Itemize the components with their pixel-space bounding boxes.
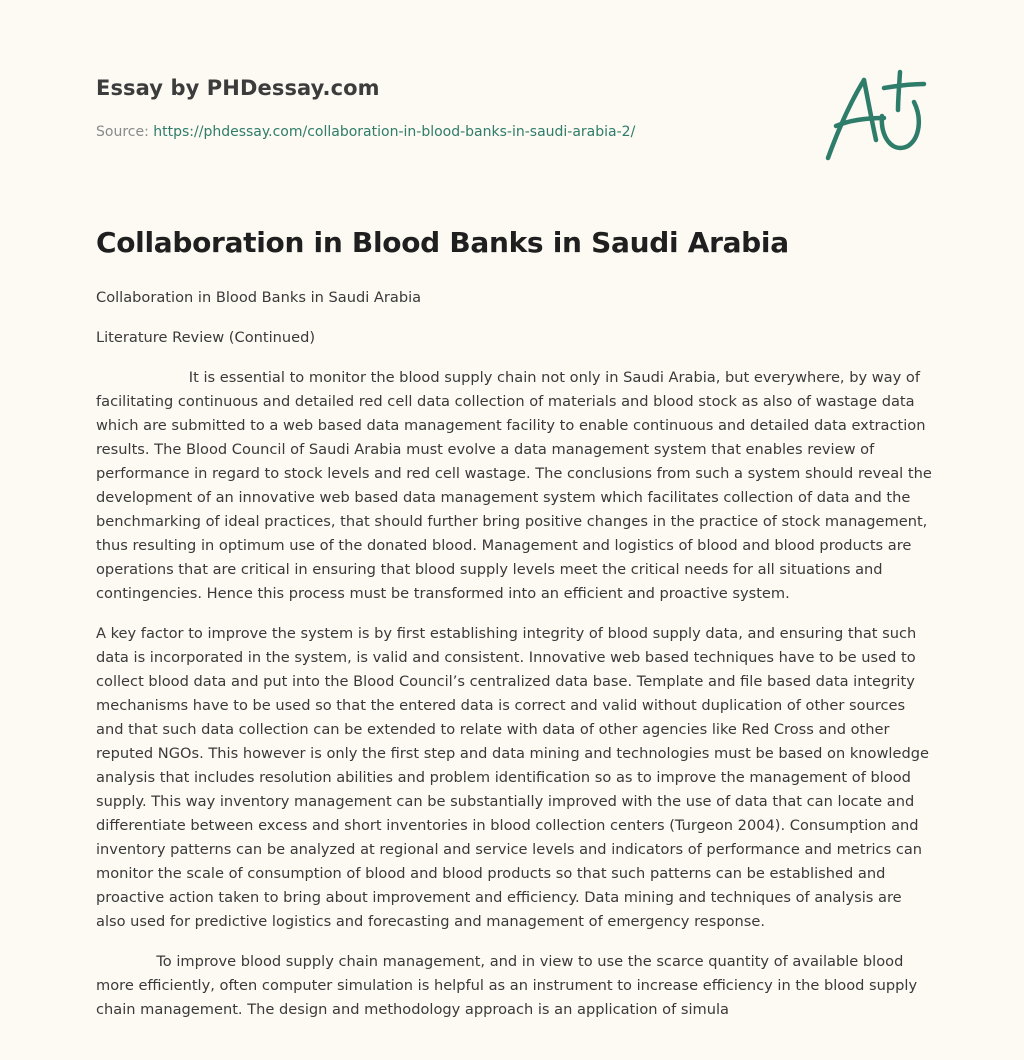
paragraph: To improve blood supply chain management, and in view to use the scarce quantity of available blood more efficiently, often computer simulation is helpful as an instrument to increase efficiency in the blood supply chain management. The design and methodology approach is an application of simula	[96, 953, 922, 1018]
paragraph: A key factor to improve the system is by first establishing integrity of blood supply data, and ensuring that such data is incorporated in the system, is valid and consistent. Innovative web based techniques have to be used to collect blood data and put into the Blood Council’s centralized data base. Template and file based data integrity mechanisms have to be used so that the entered data is correct and valid without duplication of other sources and that such data collection can be extended to relate with data of other agencies like Red Cross and other reputed NGOs. This however is only the first step and data mining and technologies must be based on knowledge analysis that includes resolution abilities and problem identification so as to improve the management of blood supply. This way inventory management can be substantially improved with the use of data that can locate and differentiate between excess and short inventories in blood collection centers (Turgeon 2004). Consumption and inventory patterns can be analyzed at regional and service levels and indicators of performance and metrics can monitor the scale of consumption of blood and blood products so that such patterns can be established and proactive action taken to bring about improvement and efficiency. Data mining and techniques of analysis are also used for predictive logistics and forecasting and management of emergency response.	[96, 625, 929, 930]
source-label: Source:	[96, 124, 149, 140]
paragraph: It is essential to monitor the blood supply chain not only in Saudi Arabia, but everywhere, by way of facilitating continuous and detailed red cell data collection of materials and blood stock as also of wastage data which are submitted to a web based data management facility to enable continuous and detailed data extraction results. The Blood Council of Saudi Arabia must evolve a data management system that enables review of performance in regard to stock levels and red cell wastage. The conclusions from such a system should reveal the development of an innovative web based data management system which facilitates collection of data and the benchmarking of ideal practices, that should further bring positive changes in the practice of stock management, thus resulting in optimum use of the donated blood. Management and logistics of blood and blood products are operations that are critical in ensuring that blood supply levels meet the critical needs for all situations and contingencies. Hence this process must be transformed into an efficient and proactive system.	[96, 369, 937, 602]
essay-body	[96, 286, 937, 1038]
a-plus-logo-icon	[818, 66, 930, 170]
source-link[interactable]: https://phdessay.com/collaboration-in-blood-banks-in-saudi-arabia-2/	[153, 124, 636, 140]
source-line	[96, 124, 635, 140]
essay-subtitle: Collaboration in Blood Banks in Saudi Arabia	[96, 289, 422, 306]
section-heading: Literature Review (Continued)	[96, 329, 316, 346]
site-title: Essay by PHDessay.com	[96, 76, 380, 100]
essay-title: Collaboration in Blood Banks in Saudi Arabia	[96, 226, 789, 259]
